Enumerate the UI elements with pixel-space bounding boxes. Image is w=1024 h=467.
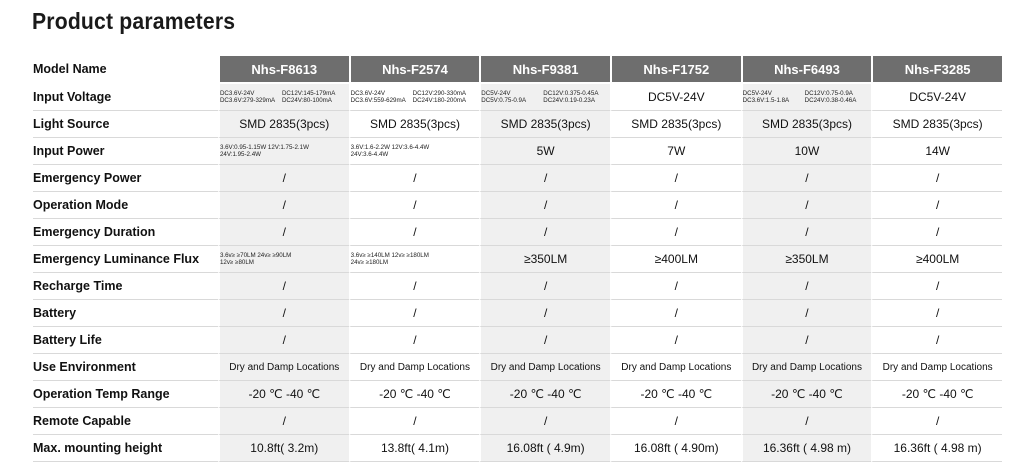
row-label: Remote Capable (33, 408, 218, 435)
row-label-model-name: Model Name (33, 56, 218, 84)
table-cell: 13.8ft( 4.1m) (349, 435, 480, 462)
table-cell: / (610, 327, 741, 354)
cell-text: 3.6V:0.95-1.15W 12V:1.75-2.1W (219, 143, 309, 151)
table-row (33, 165, 1002, 192)
table-cell: / (741, 408, 872, 435)
row-label: Input Power (33, 138, 218, 165)
table-row (33, 192, 1002, 219)
table-cell: / (479, 408, 610, 435)
table-row (33, 138, 1002, 165)
cell-text: DC24V:0.19-0.23A (543, 97, 596, 104)
table-cell (741, 84, 872, 111)
table-row (33, 381, 1002, 408)
table-cell: -20 ℃ -40 ℃ (741, 381, 872, 408)
table-row (33, 246, 1002, 273)
table-cell: / (479, 327, 610, 354)
table-cell: 16.08ft ( 4.9m) (479, 435, 610, 462)
table-cell: / (610, 273, 741, 300)
table-row (33, 273, 1002, 300)
cell-text: 3.6v≥ ≥140LM 12v≥ ≥180LM (350, 251, 429, 259)
table-cell: -20 ℃ -40 ℃ (871, 381, 1002, 408)
cell-text: DC24V:80-100mA (281, 97, 332, 104)
table-cell: -20 ℃ -40 ℃ (610, 381, 741, 408)
cell-line (220, 151, 349, 159)
table-cell: Dry and Damp Locations (871, 354, 1002, 381)
header-row (33, 56, 1002, 84)
table-row (33, 354, 1002, 381)
cell-text: DC24V:180-200mA (412, 97, 467, 104)
cell-line (481, 90, 610, 98)
table-cell: Dry and Damp Locations (741, 354, 872, 381)
table-cell: / (349, 408, 480, 435)
table-cell: -20 ℃ -40 ℃ (218, 381, 349, 408)
table-cell: / (741, 327, 872, 354)
table-cell: SMD 2835(3pcs) (349, 111, 480, 138)
table-cell (349, 138, 480, 165)
table-cell (218, 138, 349, 165)
model-header: Nhs-F8613 (218, 56, 349, 84)
row-label: Operation Temp Range (33, 381, 218, 408)
table-cell: / (479, 165, 610, 192)
table-cell: / (349, 327, 480, 354)
table-cell: Dry and Damp Locations (479, 354, 610, 381)
cell-text: DC3.6V:1.5-1.8A (742, 97, 790, 104)
row-label: Use Environment (33, 354, 218, 381)
cell-line (743, 97, 872, 105)
table-cell (218, 246, 349, 273)
table-cell: ≥400LM (871, 246, 1002, 273)
table-cell: / (610, 408, 741, 435)
row-label: Emergency Duration (33, 219, 218, 246)
table-cell: / (871, 408, 1002, 435)
cell-line (220, 144, 349, 152)
row-label: Input Voltage (33, 84, 218, 111)
cell-line (220, 90, 349, 98)
table-cell: -20 ℃ -40 ℃ (349, 381, 480, 408)
row-label: Operation Mode (33, 192, 218, 219)
table-cell: / (218, 327, 349, 354)
cell-text: DC12V:0.375-0.45A (543, 89, 599, 97)
cell-text: DC3.6V:279-329mA (219, 97, 276, 104)
table-cell: ≥350LM (479, 246, 610, 273)
table-cell: SMD 2835(3pcs) (218, 111, 349, 138)
cell-line (351, 259, 480, 267)
table-cell: / (610, 192, 741, 219)
table-cell: / (741, 219, 872, 246)
table-cell: / (610, 165, 741, 192)
table-cell: / (218, 300, 349, 327)
table-cell: / (871, 300, 1002, 327)
table-cell (349, 246, 480, 273)
table-cell: ≥350LM (741, 246, 872, 273)
table-cell: -20 ℃ -40 ℃ (479, 381, 610, 408)
cell-text: DC5V-24V (742, 89, 772, 97)
table-row (33, 111, 1002, 138)
table-cell: Dry and Damp Locations (218, 354, 349, 381)
table-cell: / (349, 300, 480, 327)
cell-line (220, 252, 349, 260)
table-row (33, 408, 1002, 435)
model-header: Nhs-F2574 (349, 56, 480, 84)
cell-text: DC12V:290-330mA (412, 89, 467, 97)
table-cell: / (479, 192, 610, 219)
cell-line (351, 97, 480, 105)
table-row (33, 219, 1002, 246)
table-cell: / (349, 165, 480, 192)
table-cell: SMD 2835(3pcs) (741, 111, 872, 138)
table-cell: / (741, 165, 872, 192)
cell-text: 24V:1.95-2.4W (219, 151, 261, 158)
table-cell: Dry and Damp Locations (610, 354, 741, 381)
cell-line (220, 97, 349, 105)
cell-text: DC3.6V-24V (350, 89, 386, 97)
table-row (33, 300, 1002, 327)
row-label: Max. mounting height (33, 435, 218, 462)
model-header: Nhs-F1752 (610, 56, 741, 84)
table-cell: 5W (479, 138, 610, 165)
table-cell: / (871, 327, 1002, 354)
table-cell: / (871, 192, 1002, 219)
table-cell: / (349, 219, 480, 246)
table-cell: / (610, 300, 741, 327)
table-cell: DC5V-24V (871, 84, 1002, 111)
table-cell: / (349, 273, 480, 300)
table-cell: 16.36ft ( 4.98 m) (871, 435, 1002, 462)
cell-line (351, 144, 480, 152)
model-header: Nhs-F6493 (741, 56, 872, 84)
table-cell: / (741, 192, 872, 219)
cell-text: DC5V:0.75-0.9A (481, 97, 527, 104)
table-cell: / (871, 219, 1002, 246)
cell-text: 12v≥ ≥80LM (219, 259, 254, 266)
table-cell: / (218, 192, 349, 219)
cell-line (351, 252, 480, 260)
table-cell: / (218, 273, 349, 300)
table-cell: SMD 2835(3pcs) (871, 111, 1002, 138)
table-cell: / (479, 273, 610, 300)
table-cell: / (218, 165, 349, 192)
table-cell: Dry and Damp Locations (349, 354, 480, 381)
table-cell: 16.36ft ( 4.98 m) (741, 435, 872, 462)
table-cell: SMD 2835(3pcs) (610, 111, 741, 138)
model-header: Nhs-F9381 (479, 56, 610, 84)
table-cell: / (349, 192, 480, 219)
table-row (33, 84, 1002, 111)
product-parameters-table (33, 56, 1002, 462)
table-cell (218, 84, 349, 111)
row-label: Emergency Luminance Flux (33, 246, 218, 273)
table-cell: / (871, 273, 1002, 300)
row-label: Light Source (33, 111, 218, 138)
table-cell: 16.08ft ( 4.90m) (610, 435, 741, 462)
table-cell (349, 84, 480, 111)
row-label: Battery (33, 300, 218, 327)
cell-line (743, 90, 872, 98)
cell-line (481, 97, 610, 105)
cell-text: 24v≥ ≥180LM (350, 259, 389, 266)
table-cell: 7W (610, 138, 741, 165)
table-cell: / (871, 165, 1002, 192)
table-cell: / (741, 300, 872, 327)
cell-text: DC5V-24V (481, 89, 511, 97)
row-label: Recharge Time (33, 273, 218, 300)
table-cell: / (218, 408, 349, 435)
cell-text: DC24V:0.38-0.46A (804, 97, 857, 104)
cell-line (351, 151, 480, 159)
table-cell: 10W (741, 138, 872, 165)
cell-line (220, 259, 349, 267)
page-title: Product parameters (32, 8, 236, 34)
cell-text: DC3.6V:559-629mA (350, 97, 406, 104)
table-cell: / (741, 273, 872, 300)
cell-line (351, 90, 480, 98)
table-row (33, 435, 1002, 462)
table-cell: / (479, 219, 610, 246)
table-cell: DC5V-24V (610, 84, 741, 111)
table-cell (479, 84, 610, 111)
row-label: Battery Life (33, 327, 218, 354)
table-cell: 10.8ft( 3.2m) (218, 435, 349, 462)
model-header: Nhs-F3285 (871, 56, 1002, 84)
table-row (33, 327, 1002, 354)
cell-text: DC12V:145-179mA (281, 89, 336, 97)
table-cell: ≥400LM (610, 246, 741, 273)
cell-text: 3.6v≥ ≥70LM 24v≥ ≥90LM (219, 251, 292, 259)
row-label: Emergency Power (33, 165, 218, 192)
table-cell: / (610, 219, 741, 246)
table-cell: / (479, 300, 610, 327)
cell-text: 3.6V:1.6-2.2W 12V:3.6-4.4W (350, 143, 430, 151)
table-cell: 14W (871, 138, 1002, 165)
table-cell: / (218, 219, 349, 246)
table-cell: SMD 2835(3pcs) (479, 111, 610, 138)
cell-text: 24V:3.6-4.4W (350, 151, 389, 158)
cell-text: DC3.6V-24V (219, 89, 255, 97)
cell-text: DC12V:0.75-0.9A (804, 89, 853, 97)
